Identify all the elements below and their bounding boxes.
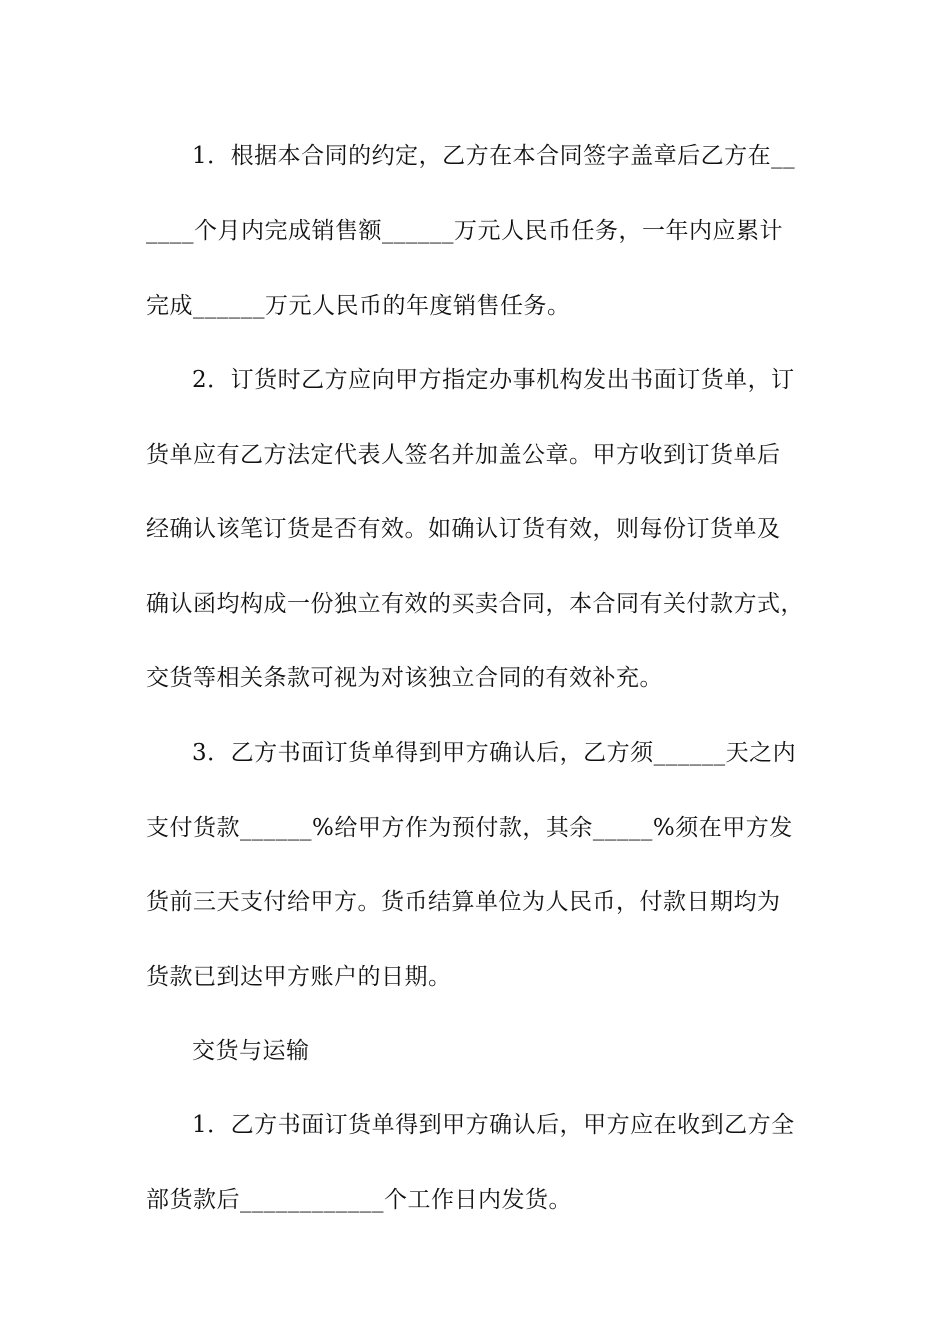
paragraph-2-line-3: 经确认该笔订货是否有效。如确认订货有效，则每份订货单及 xyxy=(146,516,781,542)
paragraph-1-line-3: 完成______万元人民币的年度销售任务。 xyxy=(146,293,571,319)
paragraph-2-line-2: 货单应有乙方法定代表人签名并加盖公章。甲方收到订货单后 xyxy=(146,442,781,468)
paragraph-3-line-2: 支付货款______%给甲方作为预付款，其余_____%须在甲方发 xyxy=(146,815,793,841)
paragraph-2-line-4: 确认函均构成一份独立有效的买卖合同，本合同有关付款方式， xyxy=(146,591,804,617)
paragraph-3-line-3: 货前三天支付给甲方。货币结算单位为人民币，付款日期均为 xyxy=(146,889,781,915)
paragraph-1-line-1: 1．根据本合同的约定，乙方在本合同签字盖章后乙方在__ xyxy=(192,143,796,169)
paragraph-3-line-4: 货款已到达甲方账户的日期。 xyxy=(146,964,452,990)
paragraph-3-line-1: 3．乙方书面订货单得到甲方确认后，乙方须______天之内 xyxy=(192,740,797,766)
paragraph-1-line-2: ____个月内完成销售额______万元人民币任务，一年内应累计 xyxy=(146,218,783,244)
paragraph-4-line-2: 部货款后____________个工作日内发货。 xyxy=(146,1187,572,1213)
section-heading-delivery: 交货与运输 xyxy=(192,1038,310,1064)
paragraph-2-line-1: 2．订货时乙方应向甲方指定办事机构发出书面订货单，订 xyxy=(192,367,795,393)
paragraph-2-line-5: 交货等相关条款可视为对该独立合同的有效补充。 xyxy=(146,665,663,691)
paragraph-4-line-1: 1．乙方书面订货单得到甲方确认后，甲方应在收到乙方全 xyxy=(192,1112,795,1138)
